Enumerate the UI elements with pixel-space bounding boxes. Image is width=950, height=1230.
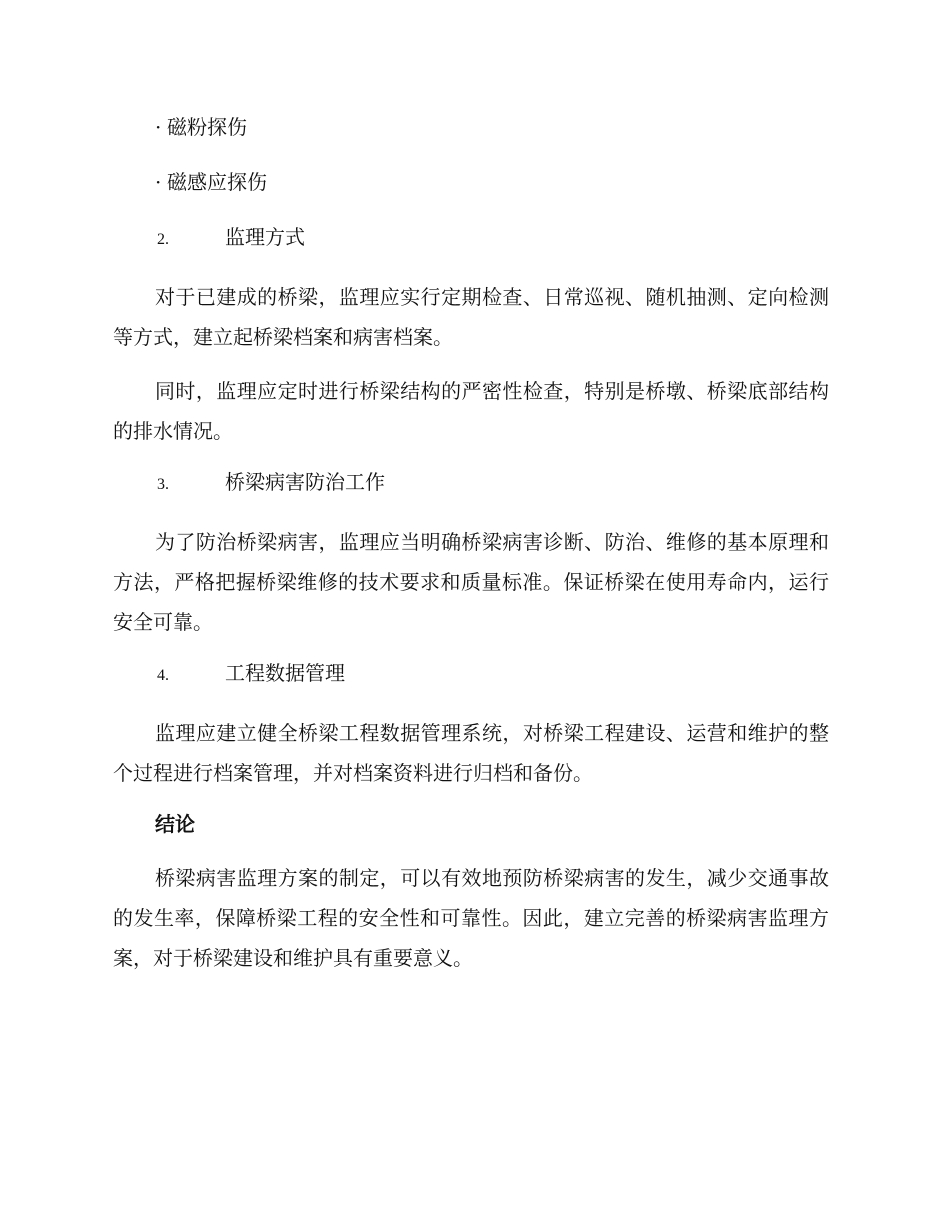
- section-number: 3.: [157, 476, 169, 493]
- section-heading-3: [157, 465, 829, 502]
- section-title: 桥梁病害防治工作: [225, 470, 385, 494]
- section-title: 监理方式: [225, 225, 305, 249]
- paragraph: 对于已建成的桥梁，监理应实行定期检查、日常巡视、随机抽测、定向检测等方式，建立起桥梁档案和病害档案。: [113, 285, 829, 349]
- paragraph: 同时，监理应定时进行桥梁结构的严密性检查，特别是桥墩、桥梁底部结构的排水情况。: [113, 379, 829, 443]
- section-number: 2.: [157, 231, 169, 248]
- bullet-dot: ·: [155, 115, 162, 139]
- section-heading-4: [157, 656, 829, 693]
- document-body: [113, 110, 829, 992]
- bullet-text: 磁粉探伤: [167, 115, 247, 139]
- bullet-item: [155, 165, 829, 199]
- section-heading-2: [157, 220, 829, 257]
- paragraph: 为了防治桥梁病害，监理应当明确桥梁病害诊断、防治、维修的基本原理和方法，严格把握桥梁维修的技术要求和质量标准。保证桥梁在使用寿命内，运行安全可靠。: [113, 530, 829, 634]
- bullet-text: 磁感应探伤: [167, 170, 267, 194]
- bullet-dot: ·: [155, 170, 162, 194]
- paragraph: 监理应建立健全桥梁工程数据管理系统，对桥梁工程建设、运营和维护的整个过程进行档案管理，并对档案资料进行归档和备份。: [113, 721, 829, 785]
- conclusion-paragraph: 桥梁病害监理方案的制定，可以有效地预防桥梁病害的发生，减少交通事故的发生率，保障桥梁工程的安全性和可靠性。因此，建立完善的桥梁病害监理方案，对于桥梁建设和维护具有重要意义。: [113, 866, 829, 970]
- bullet-item: [155, 110, 829, 144]
- conclusion-heading: 结论: [155, 812, 195, 836]
- section-title: 工程数据管理: [225, 661, 345, 685]
- section-number: 4.: [157, 667, 169, 684]
